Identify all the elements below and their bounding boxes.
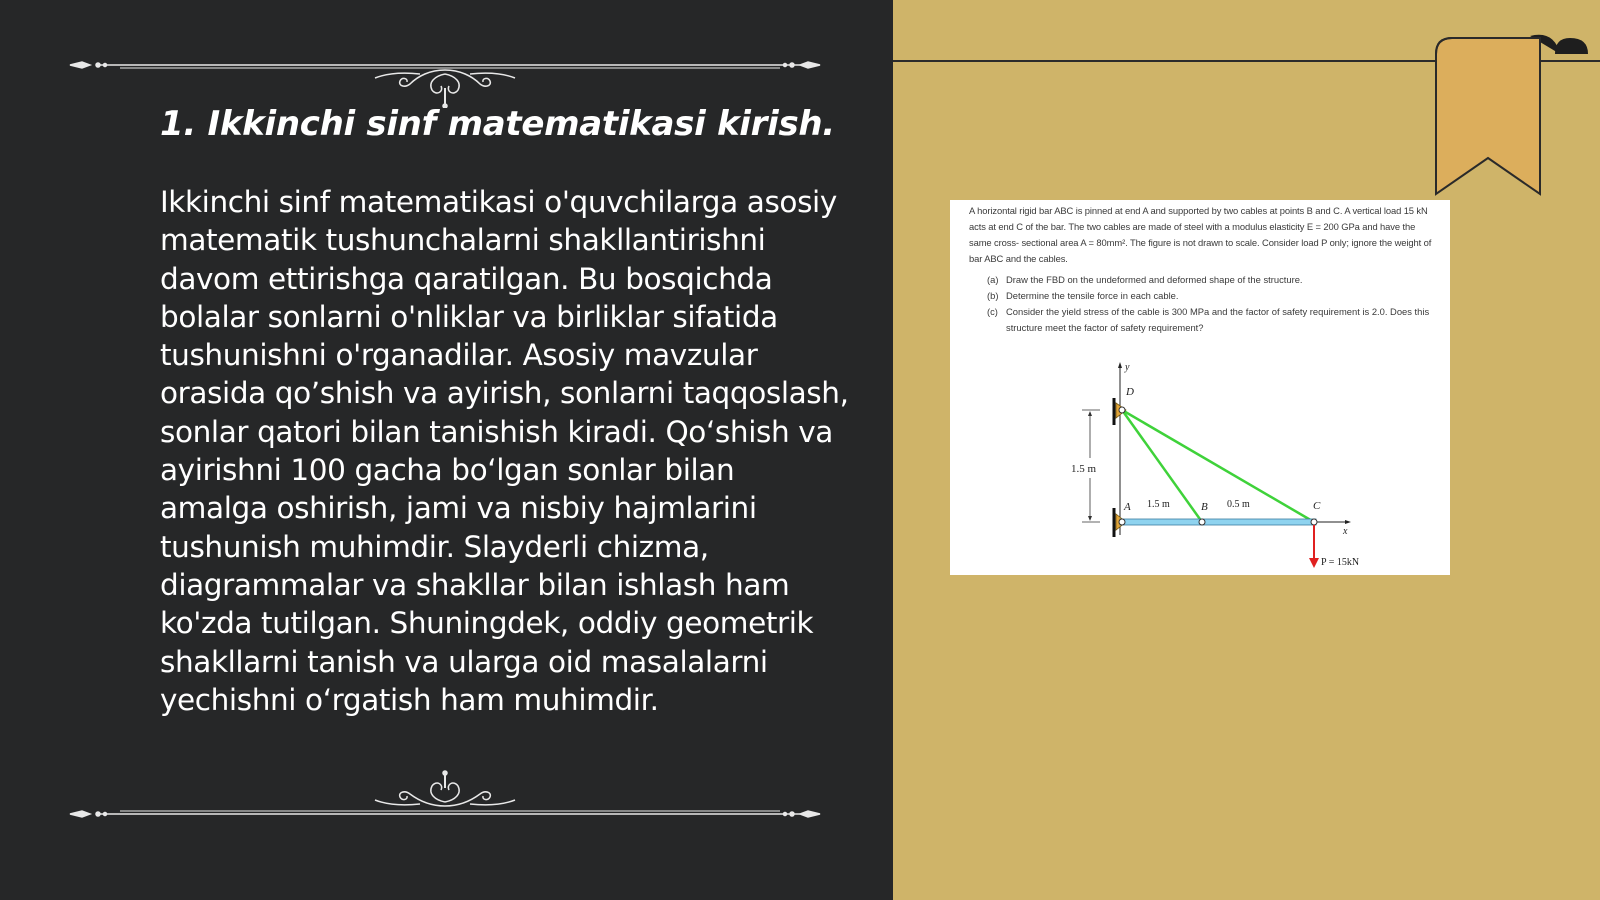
problem-part-label: (c) [987,306,998,317]
slide-title: 1. Ikkinchi sinf matematikasi kirish. [160,104,835,144]
y-axis-arrow-icon [1118,362,1122,368]
structure-figure [950,200,1450,575]
problem-part-text: Draw the FBD on the undeformed and deformed shape of the structure. [1006,274,1303,285]
problem-part-label: (b) [987,290,999,301]
pin-c-icon [1311,519,1317,525]
height-dimension-label: 1.5 m [1071,463,1097,475]
slide-body-text: Ikkinchi sinf matematikasi o'quvchilarga asosiy matematik tushunchalarni shakllantirishni davom ettirishga qaratilgan. Bu bosqichda bolalar sonlarni o'nliklar va birliklar sifatida tushunishni o'rganadilar. Asosiy mavzular orasida qo’shish va ayirish, sonlarni taqqoslash, sonlar qatori bilan tanishish kiradi. Qo‘shish va ayirishni 100 gacha bo‘lgan sonlar bilan amalga oshirish, jami va nisbiy hajmlarini tushunish muhimdir. Slayderli chizma, diagrammalar va shakllar bilan ishlash ham ko'zda tutilgan. Shuningdek, oddiy geometrik shakllarni tanish va ularga oid masalalarni yechishni o‘rgatish ham muhimdir. [160,185,849,717]
problem-part-label: (a) [987,274,999,285]
load-label: P = 15kN [1321,557,1360,568]
pin-d-icon [1119,407,1125,413]
ornament-divider-bottom [60,770,830,830]
ornament-divider-top [60,48,830,108]
dimension-arrow-up-icon [1088,411,1092,416]
load-arrow-head-icon [1309,558,1319,568]
point-b-label: B [1201,501,1208,513]
point-c-label: C [1313,500,1321,512]
problem-statement: A horizontal rigid bar ABC is pinned at end A and supported by two cables at points B and C. A vertical load 15 kN acts at end C of the bar. The two cables are made of steel with a modulus elasticity E = 200 GPa and have the same cross- sectional area A = 80mm². The figure is not drawn to scale. Consider load P only; ignore the weight of bar ABC and the cables. [969,205,1432,264]
problem-card [950,200,1450,575]
pin-b-icon [1199,519,1205,525]
dimension-arrow-down-icon [1088,516,1092,521]
point-a-label: A [1124,501,1131,513]
x-axis-label: x [1343,526,1348,537]
bc-dimension-label: 0.5 m [1227,499,1250,510]
point-d-label: D [1126,386,1134,398]
y-axis-label: y [1125,362,1130,373]
x-axis-arrow-icon [1345,520,1351,524]
problem-part-text: Determine the tensile force in each cable. [1006,290,1179,301]
bookmark-ribbon-icon [1430,34,1590,204]
pin-a-icon [1119,519,1125,525]
rigid-bar-abc [1120,519,1316,525]
ab-dimension-label: 1.5 m [1147,499,1170,510]
problem-part-text: Consider the yield stress of the cable is 300 MPa and the factor of safety requirement is 2.0. Does this structure meet the factor of safety requirement? [1006,306,1430,333]
